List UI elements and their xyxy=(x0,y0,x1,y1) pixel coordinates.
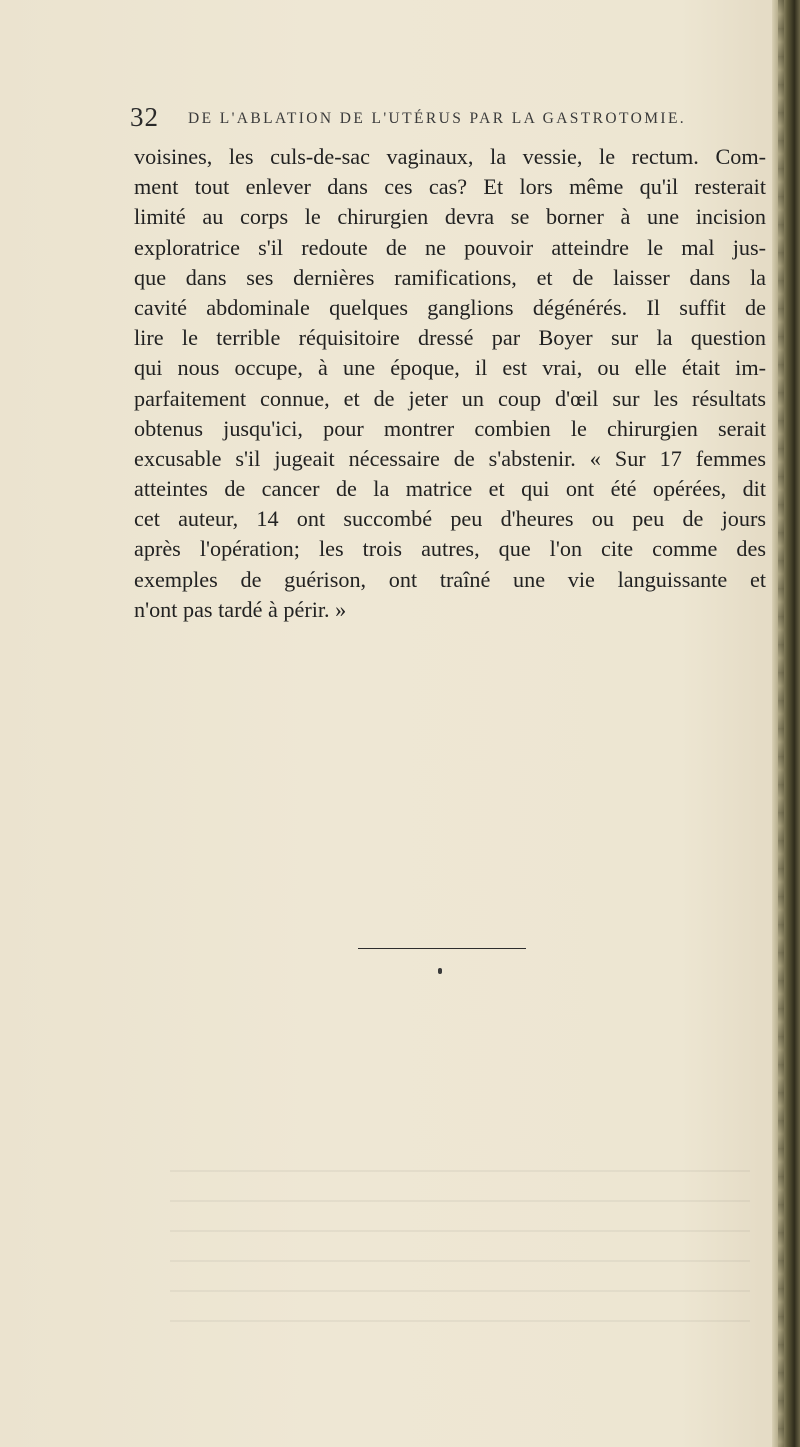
book-binding-edge xyxy=(772,0,800,1447)
text-line: exemples de guérison, ont traîné une vie languissante et xyxy=(134,566,766,592)
running-title: DE L'ABLATION DE L'UTÉRUS PAR LA GASTROTOMIE. xyxy=(188,110,687,127)
page-number: 32 xyxy=(130,102,159,132)
text-line: atteintes de cancer de la matrice et qui ont été opérées, dit xyxy=(134,476,766,502)
text-line: cet auteur, 14 ont succombé peu d'heures ou peu de jours xyxy=(134,506,766,532)
text-line: cavité abdominale quelques ganglions dégénérés. Il suffit de xyxy=(134,294,766,320)
running-head xyxy=(130,102,750,142)
text-line: voisines, les culs-de-sac vaginaux, la vessie, le rectum. Com- xyxy=(134,144,766,169)
section-end-rule xyxy=(358,948,526,949)
text-line: qui nous occupe, à une époque, il est vrai, ou elle était im- xyxy=(134,355,766,381)
show-through-text xyxy=(170,1150,750,1330)
body-paragraph xyxy=(134,142,766,625)
text-line: ment tout enlever dans ces cas? Et lors même qu'il resterait xyxy=(134,174,766,200)
text-line: que dans ses dernières ramifications, et de laisser dans la xyxy=(134,264,766,290)
text-line: parfaitement connue, et de jeter un coup d'œil sur les résultats xyxy=(134,385,766,411)
text-line: limité au corps le chirurgien devra se borner à une incision xyxy=(134,204,766,230)
text-line: excusable s'il jugeait nécessaire de s'abstenir. « Sur 17 femmes xyxy=(134,445,766,471)
ink-speck xyxy=(438,968,442,974)
text-line: après l'opération; les trois autres, que l'on cite comme des xyxy=(134,536,766,562)
text-line: exploratrice s'il redoute de ne pouvoir atteindre le mal jus- xyxy=(134,234,766,260)
text-line: n'ont pas tardé à périr. » xyxy=(134,596,347,622)
text-line: lire le terrible réquisitoire dressé par Boyer sur la question xyxy=(134,325,766,351)
text-line: obtenus jusqu'ici, pour montrer combien le chirurgien serait xyxy=(134,415,766,441)
